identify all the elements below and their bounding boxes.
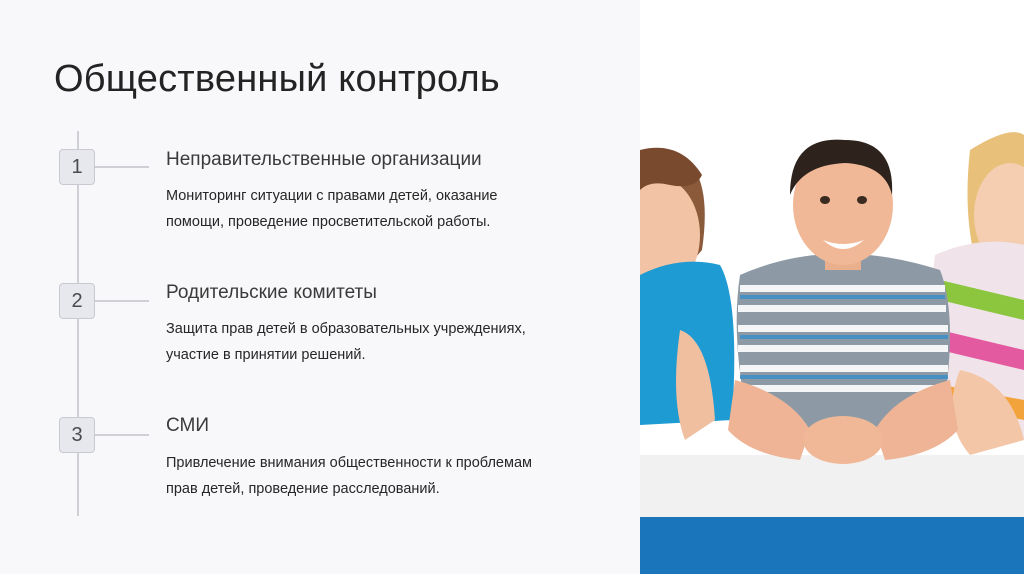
slide-title: Общественный контроль (54, 58, 500, 100)
step-heading: Родительские комитеты (166, 282, 377, 303)
left-child (640, 148, 734, 440)
description-line: Мониторинг ситуации с правами детей, оказание (166, 188, 498, 204)
children-photo (640, 0, 1024, 574)
description-line: Защита прав детей в образовательных учреждениях, (166, 321, 526, 337)
middle-child (728, 140, 958, 464)
step-connector (95, 300, 149, 302)
step-heading: Неправительственные организации (166, 149, 482, 170)
step-description (166, 316, 586, 368)
step-heading: СМИ (166, 415, 209, 436)
timeline-line (77, 131, 79, 516)
step-description (166, 183, 586, 235)
children-illustration (640, 0, 1024, 517)
step-number-badge: 2 (59, 283, 95, 319)
step-connector (95, 434, 149, 436)
description-line: участие в принятии решений. (166, 347, 366, 363)
description-line: помощи, проведение просветительской работы. (166, 214, 491, 230)
description-line: Привлечение внимания общественности к проблемам (166, 455, 532, 471)
step-connector (95, 166, 149, 168)
step-description (166, 450, 586, 502)
description-line: прав детей, проведение расследований. (166, 481, 440, 497)
accent-bar (640, 517, 1024, 574)
step-number-badge: 1 (59, 149, 95, 185)
step-number-badge: 3 (59, 417, 95, 453)
